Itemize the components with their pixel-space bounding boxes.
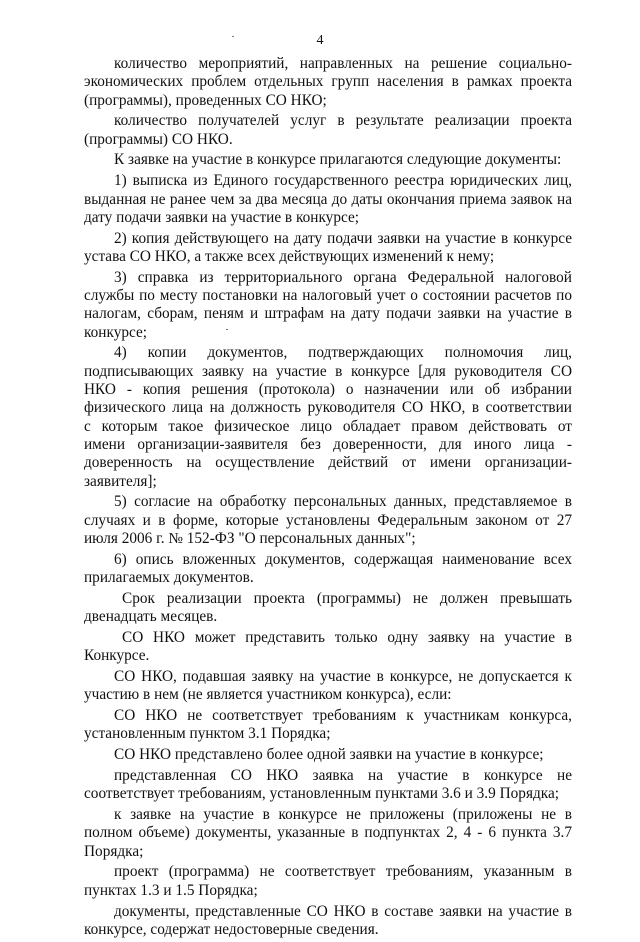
paragraph: 6) опись вложенных документов, содержащая наименование всех прилагаемых документов. xyxy=(84,550,572,587)
paragraph: 2) копия действующего на дату подачи заявки на участие в конкурсе устава СО НКО, а также всех действующих изменений к нему; xyxy=(84,229,572,265)
paragraph: СО НКО, подавшая заявку на участие в конкурсе, не допускается к участию в нем (не является участником конкурса), если: xyxy=(84,668,572,704)
paragraph: 4) копии документов, подтверждающих полномочия лиц, подписывающих заявку на участие в конкурсе [для руководителя СО НКО - копия решения (протокола) о назначении или об избрании физического лица на должность руководителя СО НКО, в соответствии с которым такое физическое лицо обладает правом действовать от имени организации-заявителя без доверенности, для иного лица - доверенность на осуществление действий от имени организации-заявителя]; xyxy=(84,344,572,490)
paragraph: К заявке на участие в конкурсе прилагаются следующие документы: xyxy=(114,151,562,169)
paragraph: Срок реализации проекта (программы) не должен превышать двенадцать месяцев. xyxy=(84,589,572,626)
paragraph: СО НКО может представить только одну заявку на участие в Конкурсе. xyxy=(84,628,572,665)
paragraph: к заявке на участие в конкурсе не приложены (приложены не в полном объеме) документы, указанные в подпунктах 2, 4 - 6 пункта 3.7 Порядка; xyxy=(84,806,572,860)
paragraph: 5) согласие на обработку персональных данных, представляемое в случаях и в форме, которые установлены Федеральным законом от 27 июля 2006 г. № 152-ФЗ "О персональных данных"; xyxy=(84,493,572,547)
paragraph: количество мероприятий, направленных на решение социально-экономических проблем отдельных групп населения в рамках проекта (программы), проведенных СО НКО; xyxy=(84,55,572,109)
scan-speck xyxy=(232,36,234,37)
paragraph: проект (программа) не соответствует требованиям, указанным в пунктах 1.3 и 1.5 Порядка; xyxy=(84,863,572,899)
paragraph: документы, представленные СО НКО в составе заявки на участие в конкурсе, содержат недостоверные сведения. xyxy=(84,902,572,938)
paragraph: количество получателей услуг в результате реализации проекта (программы) СО НКО. xyxy=(84,112,572,148)
paragraph: 3) справка из территориального органа Федеральной налоговой службы по месту постановки на налоговый учет о состоянии расчетов по налогам, сборам, пеням и штрафам на дату подачи заявки на участие в конкурсе; xyxy=(84,268,572,341)
paragraph: представленная СО НКО заявка на участие в конкурсе не соответствует требованиям, установленным пунктами 3.6 и 3.9 Порядка; xyxy=(84,766,572,803)
paragraph: СО НКО не соответствует требованиям к участникам конкурса, установленным пунктом 3.1 Порядка; xyxy=(84,707,572,743)
document-body xyxy=(84,55,572,942)
paragraph: 1) выписка из Единого государственного реестра юридических лиц, выданная не ранее чем за два месяца до даты окончания приема заявок на дату подачи заявки на участие в конкурсе; xyxy=(84,172,572,226)
paragraph: СО НКО представлено более одной заявки на участие в конкурсе; xyxy=(114,746,544,764)
page-number: 4 xyxy=(316,33,324,48)
